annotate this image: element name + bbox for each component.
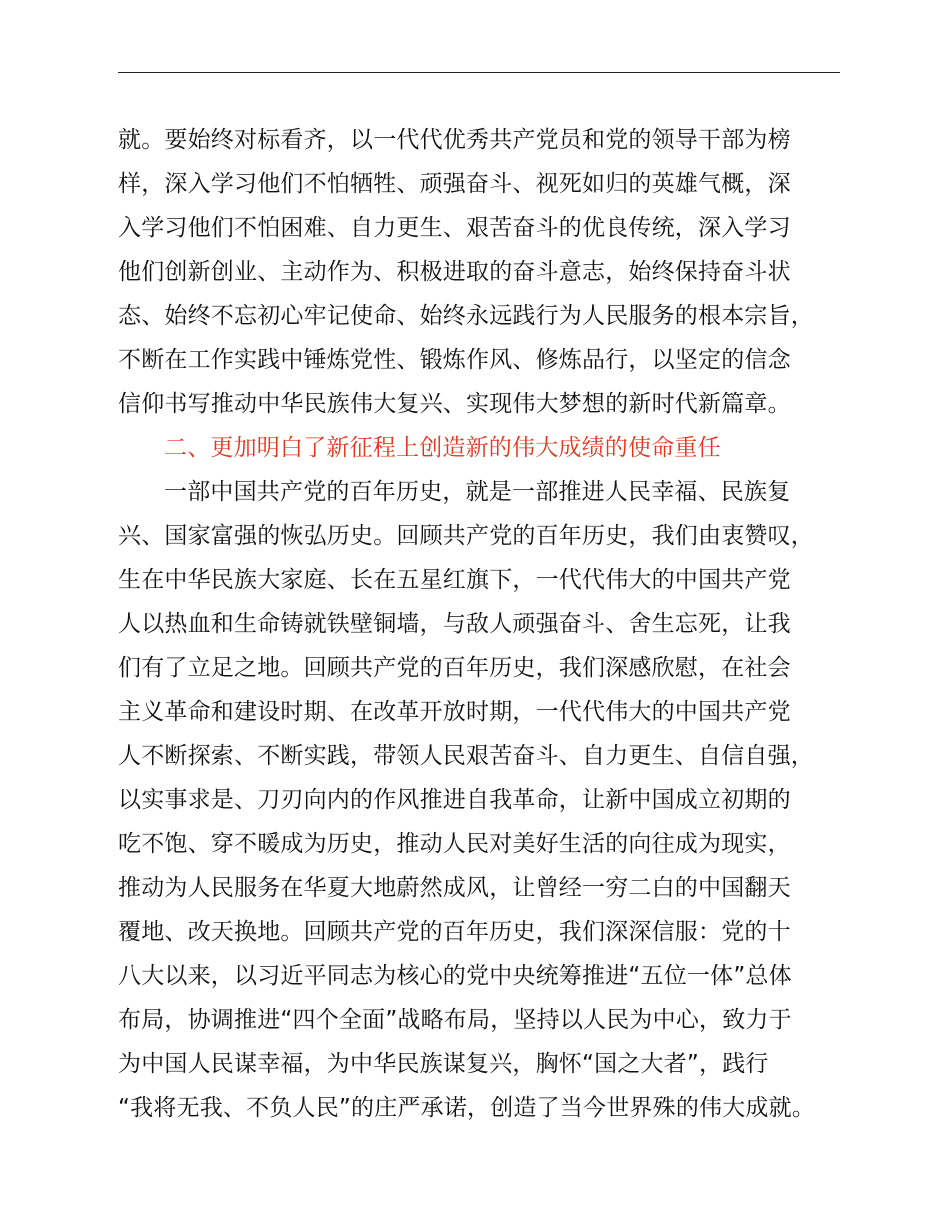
- text-line: 为中国人民谋幸福，为中华民族谋复兴，胸怀“国之大者”，践行: [118, 1051, 769, 1077]
- text-line: 不断在工作实践中锤炼党性、锻炼作风、修炼品行，以坚定的信念: [118, 347, 791, 373]
- text-line: 以实事求是、刀刃向内的作风推进自我革命，让新中国成立初期的: [118, 787, 791, 813]
- text-line: 他们创新创业、主动作为、积极进取的奋斗意志，始终保持奋斗状: [118, 259, 791, 285]
- section-heading: 二、更加明白了新征程上创造新的伟大成绩的使命重任: [164, 435, 721, 461]
- text-line: 覆地、改天换地。回顾共产党的百年历史，我们深深信服：党的十: [118, 919, 791, 945]
- text-line: 人不断探索、不断实践，带领人民艰苦奋斗、自力更生、自信自强，: [118, 743, 814, 769]
- text-line: “我将无我、不负人民”的庄严承诺，创造了当今世界殊的伟大成就。: [118, 1095, 816, 1121]
- text-line: 吃不饱、穿不暖成为历史，推动人民对美好生活的向往成为现实，: [118, 831, 791, 857]
- text-line: 一部中国共产党的百年历史，就是一部推进人民幸福、民族复: [164, 479, 791, 505]
- text-line: 入学习他们不怕困难、自力更生、艰苦奋斗的优良传统，深入学习: [118, 215, 791, 241]
- text-line: 推动为人民服务在华夏大地蔚然成风，让曾经一穷二白的中国翻天: [118, 875, 791, 901]
- text-line: 信仰书写推动中华民族伟大复兴、实现伟大梦想的新时代新篇章。: [118, 391, 791, 417]
- paragraph-continued: [118, 118, 848, 426]
- header-rule: [118, 72, 840, 73]
- text-line: 生在中华民族大家庭、长在五星红旗下，一代代伟大的中国共产党: [118, 567, 791, 593]
- text-line: 兴、国家富强的恢弘历史。回顾共产党的百年历史，我们由衷赞叹，: [118, 523, 814, 549]
- text-line: 八大以来，以习近平同志为核心的党中央统筹推进“五位一体”总体: [118, 963, 792, 989]
- text-line: 主义革命和建设时期、在改革开放时期，一代代伟大的中国共产党: [118, 699, 791, 725]
- text-line: 布局，协调推进“四个全面”战略布局，坚持以人民为中心，致力于: [118, 1007, 792, 1033]
- text-line: 态、始终不忘初心牢记使命、始终永远践行为人民服务的根本宗旨，: [118, 303, 814, 329]
- text-line: 们有了立足之地。回顾共产党的百年历史，我们深感欣慰，在社会: [118, 655, 791, 681]
- paragraph-section-two: [118, 470, 848, 1130]
- text-line: 样，深入学习他们不怕牺牲、顽强奋斗、视死如归的英雄气概，深: [118, 171, 791, 197]
- text-line: 人以热血和生命铸就铁壁铜墙，与敌人顽强奋斗、舍生忘死，让我: [118, 611, 791, 637]
- body-text: [118, 118, 848, 1130]
- text-line: 就。要始终对标看齐，以一代代优秀共产党员和党的领导干部为榜: [118, 127, 791, 153]
